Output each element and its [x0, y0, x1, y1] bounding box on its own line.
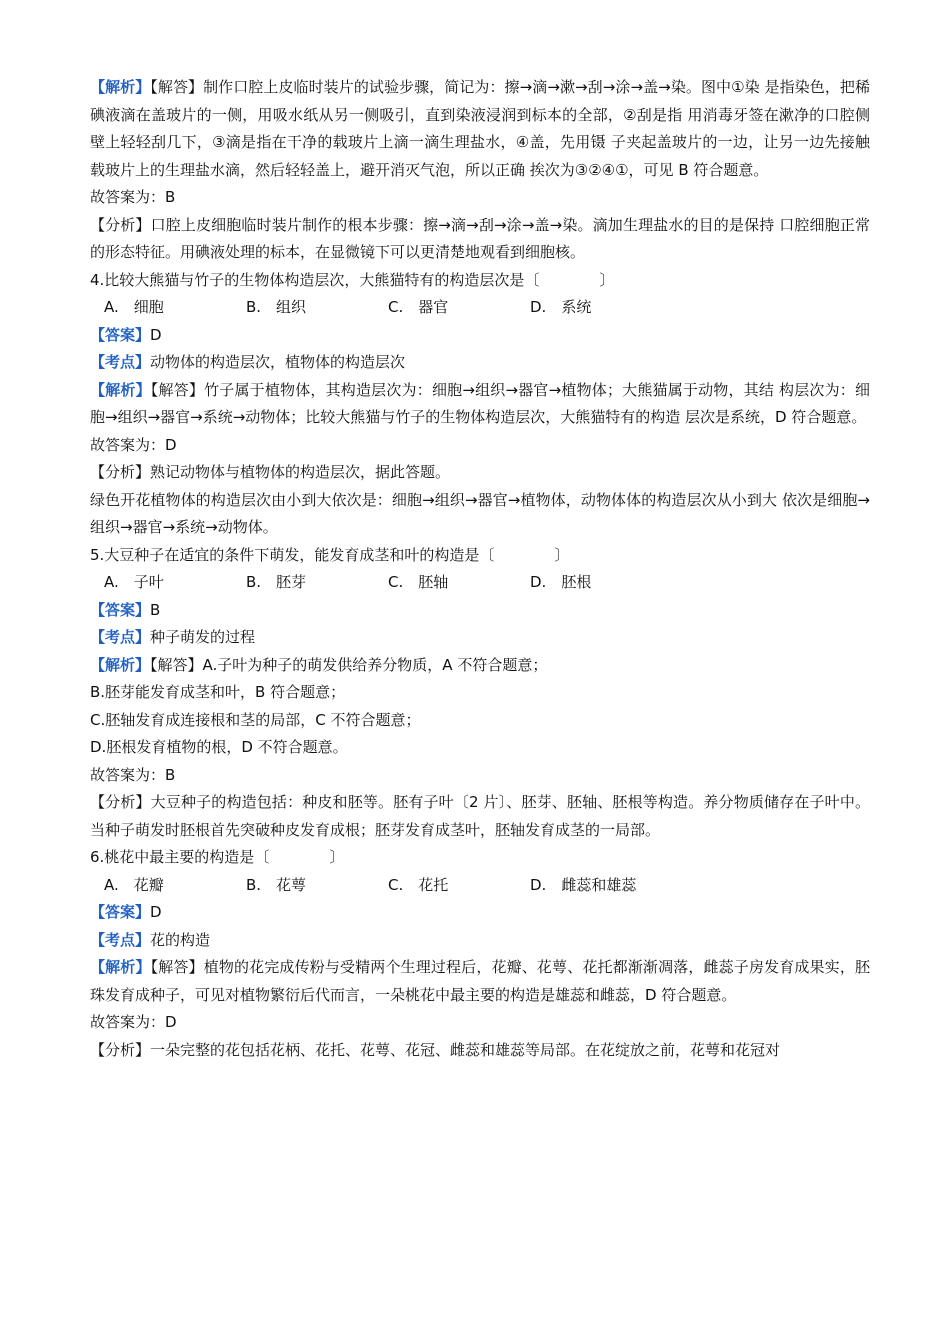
q4-option-a: A. 细胞	[104, 298, 164, 316]
q3-final-answer: 故答案为：B	[90, 188, 176, 206]
q4-fenxi: 【分析】熟记动物体与植物体的构造层次，据此答题。	[90, 463, 451, 481]
q4-final-answer: 故答案为：D	[90, 435, 177, 454]
q4-options	[90, 294, 870, 322]
q5-final-answer: 故答案为：B	[90, 765, 176, 784]
analysis-tag: 【解析】	[90, 78, 151, 96]
q5-analysis-a: 【解析】【解答】A.子叶为种子的萌发供给养分物质，A 不符合题意；	[90, 655, 548, 674]
q4-stem: 4.比较大熊猫与竹子的生物体构造层次，大熊猫特有的构造层次是〔 〕	[90, 270, 615, 289]
q5-options	[90, 569, 870, 597]
q4-option-c: C. 器官	[388, 298, 449, 316]
q5-analysis-c: C.胚轴发育成连接根和茎的局部，C 不符合题意；	[90, 710, 421, 729]
q4-extra: 绿色开花植物体的构造层次由小到大依次是：细胞→组织→器官→植物体，动物体体的构造层次从小到大 依次是细胞→组织→器官→系统→动物体。	[90, 490, 870, 536]
q3-analysis-text: 制作口腔上皮临时装片的试验步骤，简记为：擦→滴→漱→刮→涂→盖→染。图中①染 是指染色，把稀碘液滴在盖玻片的一侧，用吸水纸从另一侧吸引，直到染液浸润到标本的全部，②刮是指 用消毒牙签在漱净的口腔侧壁上轻轻刮几下，③滴是指在干净的载玻片上滴一滴生理盐水，④盖，先用镊 子夹起盖玻片的一边，让另一边先接触载玻片上的生理盐水滴，然后轻轻盖上，避开消灭气泡，所以正确 挨次为③②④①，可见 B 符合题意。	[90, 78, 870, 179]
q6-kaodian: 【考点】花的构造	[90, 930, 211, 949]
q5-option-a: A. 子叶	[104, 573, 164, 591]
q4-option-b: B. 组织	[246, 298, 307, 316]
q6-final-answer: 故答案为：D	[90, 1013, 177, 1031]
q6-stem: 6.桃花中最主要的构造是〔 〕	[90, 848, 345, 866]
q5-option-b: B. 胚芽	[246, 573, 307, 591]
q6-fenxi: 【分析】一朵完整的花包括花柄、花托、花萼、花冠、雌蕊和雄蕊等局部。在花绽放之前，花萼和花冠对	[90, 1040, 781, 1059]
q6-option-b: B. 花萼	[246, 875, 307, 894]
q5-kaodian: 【考点】种子萌发的过程	[90, 628, 256, 646]
q3-analysis	[90, 74, 870, 184]
q4-answer: 【答案】D	[90, 325, 162, 344]
q4-option-d: D. 系统	[530, 298, 592, 316]
q6-options	[90, 872, 870, 900]
fenxi-tag: 【分析】	[90, 215, 151, 234]
q6-answer: 【答案】D	[90, 903, 162, 921]
solution-tag: 【解答】	[150, 78, 204, 96]
q5-answer: 【答案】B	[90, 600, 161, 619]
q4-kaodian: 【考点】动物体的构造层次，植物体的构造层次	[90, 353, 406, 371]
document-page	[90, 74, 870, 1064]
q5-option-d: D. 胚根	[530, 573, 592, 591]
q5-option-c: C. 胚轴	[388, 573, 449, 591]
q5-stem: 5.大豆种子在适宜的条件下萌发，能发育成茎和叶的构造是〔 〕	[90, 545, 570, 564]
q6-option-a: A. 花瓣	[104, 875, 164, 894]
q6-option-c: C. 花托	[388, 875, 449, 894]
q5-analysis-b: B.胚芽能发育成茎和叶，B 符合题意；	[90, 683, 346, 701]
q4-analysis: 【解析】【解答】竹子属于植物体，其构造层次为：细胞→组织→器官→植物体；大熊猫属于动物，其结 构层次为：细胞→组织→器官→系统→动物体；比较大熊猫与竹子的生物体构造层次，大熊猫特有的构造 层次是系统，D 符合题意。	[90, 380, 870, 426]
q5-analysis-d: D.胚根发育植物的根，D 不符合题意。	[90, 738, 348, 756]
q6-option-d: D. 雌蕊和雄蕊	[530, 875, 637, 894]
q5-fenxi: 【分析】大豆种子的构造包括：种皮和胚等。胚有子叶〔2 片〕、胚芽、胚轴、胚根等构造。养分物质储存在子叶中。当种子萌发时胚根首先突破种皮发育成根；胚芽发育成茎叶，胚轴发育成茎的一局部。	[90, 793, 870, 839]
q3-fenxi: 【分析】口腔上皮细胞临时装片制作的根本步骤：擦→滴→刮→涂→盖→染。滴加生理盐水的目的是保持 口腔细胞正常的形态特征。用碘液处理的标本，在显微镜下可以更清楚地观看到细胞核。	[90, 215, 870, 261]
q6-analysis: 【解析】【解答】植物的花完成传粉与受精两个生理过程后，花瓣、花萼、花托都渐渐凋落，雌蕊子房发育成果实，胚珠发育成种子，可见对植物繁衍后代而言，一朵桃花中最主要的构造是雄蕊和雌蕊，D 符合题意。	[90, 958, 870, 1004]
